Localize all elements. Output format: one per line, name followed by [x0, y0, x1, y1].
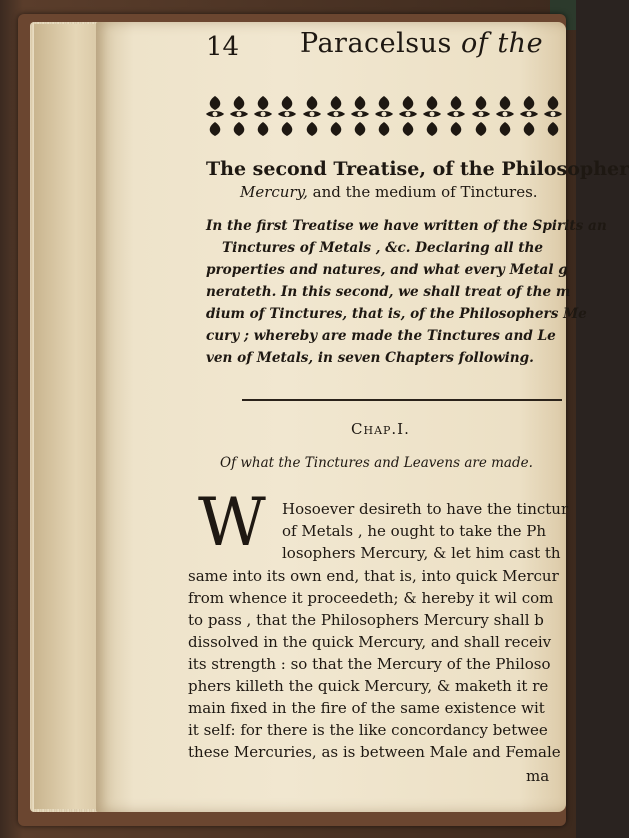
drop-cap: W — [198, 484, 266, 561]
abstract-line: nerateth. In this second, we shall treat of the m — [206, 284, 571, 300]
fleuron-icon — [204, 94, 226, 138]
fleuron-icon — [397, 94, 419, 138]
fleuron-icon — [252, 94, 274, 138]
treatise-title: The second Treatise, of the Philosopher — [206, 158, 629, 180]
fleuron-icon — [518, 94, 540, 138]
fleuron-icon — [494, 94, 516, 138]
fleuron-icon — [470, 94, 492, 138]
body-line: main fixed in the fire of the same existence wit — [188, 699, 545, 717]
abstract-line: In the first Treatise we have written of the Spirits an — [206, 218, 607, 234]
fleuron-icon — [421, 94, 443, 138]
body-line: these Mercuries, as is between Male and Female — [188, 743, 561, 761]
fleuron-icon — [349, 94, 371, 138]
abstract-line: Tinctures of Metals , &c. Declaring all the — [222, 240, 544, 256]
body-line: it self: for there is the like concordancy betwee — [188, 721, 548, 739]
treatise-subtitle — [240, 183, 538, 201]
abstract-line: cury ; whereby are made the Tinctures and Le — [206, 328, 556, 344]
treatise-subtitle-italic: Mercury, — [240, 183, 308, 201]
body-line: to pass , that the Philosophers Mercury shall b — [188, 611, 544, 629]
page-number: 14 — [206, 32, 240, 62]
body-line: same into its own end, that is, into quick Mercur — [188, 567, 559, 585]
abstract-line: ven of Metals, in seven Chapters following. — [206, 350, 534, 366]
fleuron-icon — [542, 94, 564, 138]
abstract-line: dium of Tinctures, that is, of the Philosophers Me — [206, 306, 587, 322]
body-line: of Metals , he ought to take the Ph — [282, 522, 547, 540]
catchword: ma — [526, 767, 550, 785]
body-line: its strength : so that the Mercury of the Philoso — [188, 655, 551, 673]
running-title — [300, 28, 543, 59]
fleuron-icon — [228, 94, 250, 138]
chapter-subtitle: Of what the Tinctures and Leavens are made. — [220, 455, 533, 471]
treatise-subtitle-rest: and the medium of Tinctures. — [312, 183, 538, 201]
fleuron-icon — [276, 94, 298, 138]
body-line: dissolved in the quick Mercury, and shall receiv — [188, 633, 552, 651]
printers-ornament — [204, 90, 564, 142]
body-line: phers killeth the quick Mercury, & maketh it re — [188, 677, 549, 695]
fleuron-icon — [301, 94, 323, 138]
running-title-italic: of the — [461, 28, 544, 59]
running-title-roman: Paracelsus — [300, 28, 452, 59]
body-line: from whence it proceedeth; & hereby it wil com — [188, 589, 554, 607]
abstract-line: properties and natures, and what every Metal g — [206, 262, 568, 278]
fleuron-icon — [445, 94, 467, 138]
body-line: losophers Mercury, & let him cast th — [282, 544, 561, 562]
left-page — [34, 24, 104, 809]
fleuron-icon — [373, 94, 395, 138]
book-page — [96, 22, 629, 812]
divider-rule — [242, 399, 562, 401]
body-line: Hosoever desireth to have the tinctur — [282, 500, 569, 518]
chapter-heading: Chap.I. — [351, 420, 410, 438]
fleuron-icon — [325, 94, 347, 138]
